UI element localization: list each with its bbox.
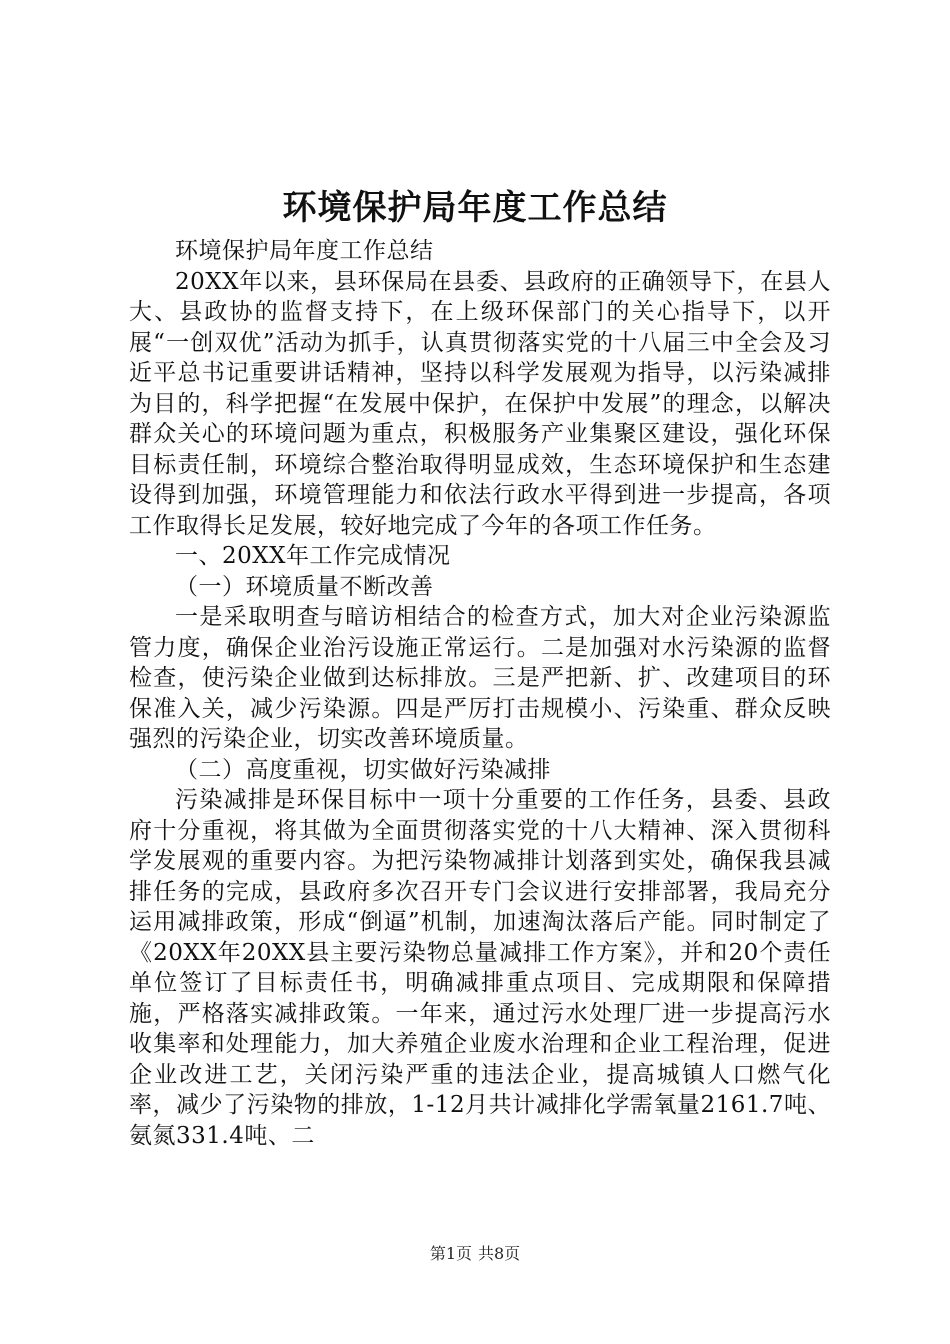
subsection-heading-1: （一）环境质量不断改善 (175, 573, 434, 600)
page-title: 环境保护局年度工作总结 (282, 188, 668, 228)
paragraph-emission-reduction: 污染减排是环保目标中一项十分重要的工作任务，县委、县政府十分重视，将其做为全面贯彻落实党的十八大精神、深入贯彻科学发展观的重要内容。为把污染物减排计划落到实处，确保我县减排任务的完成，县政府多次召开专门会议进行安排部署，我局充分运用减排政策，形成“倒逼”机制，加速淘汰落后产能。同时制定了《20XX年20XX县主要污染物总量减排工作方案》，并和20个责任单位签订了目标责任书，明确减排重点项目、完成期限和保障措施，严格落实减排政策。一年来，通过污水处理厂进一步提高污水收集率和处理能力，加大养殖企业废水治理和企业工程治理，促进企业改进工艺，关闭污染严重的违法企业，提高城镇人口燃气化率，减少了污染物的排放，1-12月共计减排化学需氧量2161.7吨、氨氮331.4吨、二 (129, 787, 831, 1149)
page-total: 共8页 (478, 1244, 521, 1263)
subsection-heading-2: （二）高度重视，切实做好污染减排 (175, 756, 551, 783)
paragraph-intro: 20XX年以来，县环保局在县委、县政府的正确领导下，在县人大、县政协的监督支持下，在上级环保部门的关心指导下，以开展“一创双优”活动为抓手，认真贯彻落实党的十八届三中全会及习近平总书记重要讲话精神，坚持以科学发展观为指导，以污染减排为目的，科学把握“在发展中保护，在保护中发展”的理念，以解决群众关心的环境问题为重点，积极服务产业集聚区建设，强化环保目标责任制，环境综合整治取得明显成效，生态环境保护和生态建设得到加强，环境管理能力和依法行政水平得到进一步提高，各项工作取得长足发展，较好地完成了今年的各项工作任务。 (129, 268, 831, 539)
page-footer (0, 1244, 950, 1264)
paragraph-environment-quality: 一是采取明查与暗访相结合的检查方式，加大对企业污染源监管力度，确保企业治污设施正常运行。二是加强对水污染源的监督检查，使污染企业做到达标排放。三是严把新、扩、改建项目的环保准入关，减少污染源。四是严厉打击规模小、污染重、群众反映强烈的污染企业，切实改善环境质量。 (129, 604, 831, 752)
page-number: 第1页 (429, 1244, 472, 1263)
paragraph-subtitle: 环境保护局年度工作总结 (175, 238, 434, 264)
document-body (129, 236, 831, 1151)
section-heading-1: 一、20XX年工作完成情况 (175, 543, 451, 569)
